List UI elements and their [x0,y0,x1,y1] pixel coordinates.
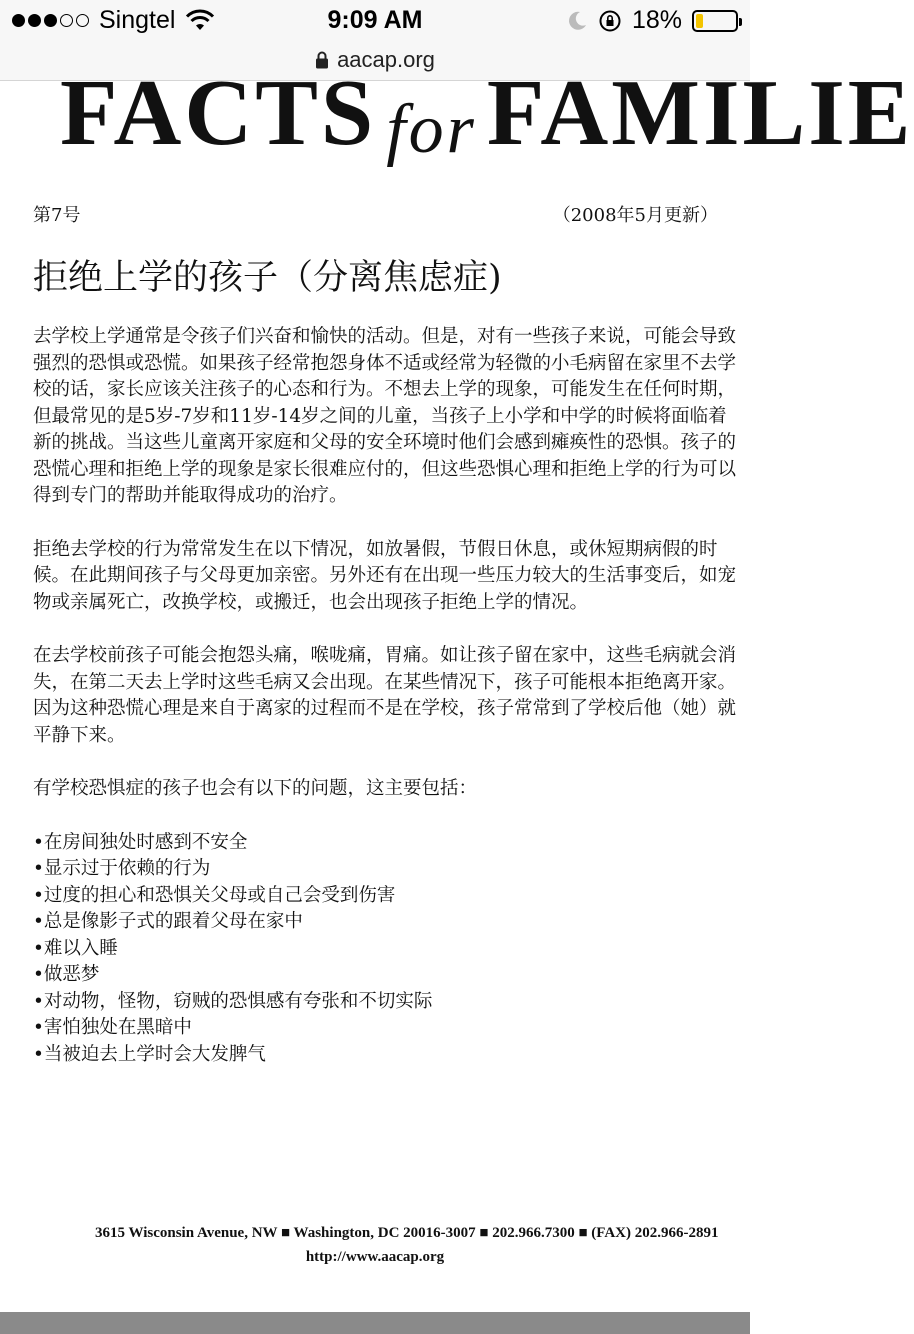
list-item: •做恶梦 [33,964,100,985]
updated-date: （2008年5月更新） [552,205,718,226]
list-item: •难以入睡 [33,937,118,959]
battery-cap [739,18,742,26]
rotation-lock-icon [598,9,622,33]
list-item: •过度的担心和恐惧关父母或自己会受到伤害 [33,884,396,906]
status-bar [0,0,750,40]
paragraph-intro: 去学校上学通常是令孩子们兴奋和愉快的活动。但是，对有一些孩子来说，可能会导致强烈的恐惧或恐慌。如果孩子经常抱怨身体不适或经常为轻微的小毛病留在家里不去学校的话，家长应该关注孩子的心态和行为。不想去上学的现象，可能发生在任何时期，但最常见的是5岁-7岁和11岁-14岁之间的儿童，当孩子上小学和中学的时候将面临着新的挑战。当这些儿童离开家庭和父母的安全环境时他们会感到瘫痪性的恐惧。孩子的恐慌心理和拒绝上学的现象是家长很难应付的，但这些恐惧心理和拒绝上学的行为可以得到专门的帮助并能取得成功的治疗。 [33,326,737,506]
bottom-toolbar [0,1312,750,1334]
status-time: 9:09 AM [327,6,423,34]
masthead-for: for [386,91,477,168]
problems-list [33,830,738,1069]
list-item: •对动物，怪物，窃贼的恐惧感有夸张和不切实际 [33,990,433,1012]
do-not-disturb-moon-icon [566,10,588,32]
list-item: •在房间独处时感到不安全 [33,831,248,853]
page-title: 拒绝上学的孩子（分离焦虑症) [33,258,502,298]
status-right [566,6,738,35]
footer-url: http://www.aacap.org [305,1249,445,1265]
list-item: •显示过于依赖的行为 [33,858,211,879]
paragraph-symptoms: 在去学校前孩子可能会抱怨头痛，喉咙痛，胃痛。如让孩子留在家中，这些毛病就会消失，在第二天去上学时这些毛病又会出现。在某些情况下，孩子可能根本拒绝离开家。因为这种恐慌心理是来自于离家的过程而不是在学校，孩子常常到了学校后他（她）就平静下来。 [33,645,737,746]
masthead-facts: FACTS [60,61,377,165]
carrier-name: Singtel [99,6,176,34]
issue-number: 第7号 [33,205,81,226]
article-body [33,324,738,1068]
battery-icon [692,10,738,32]
paragraph-triggers: 拒绝去学校的行为常常发生在以下情况，如放暑假，节假日休息，或休短期病假的时候。在此期间孩子与父母更加亲密。另外还有在出现一些压力较大的生活事变后，如宠物或亲属死亡，改换学校，或搬迁，也会出现孩子拒绝上学的情况。 [33,538,737,613]
masthead-families: FAMILIE [486,61,914,165]
list-item: •当被迫去上学时会大发脾气 [33,1043,266,1065]
masthead-logo [60,61,914,168]
paragraph-problems-intro: 有学校恐惧症的孩子也会有以下的问题，这主要包括： [33,778,478,799]
footer-address: 3615 Wisconsin Avenue, NW ■ Washington, DC 20016-3007 ■ 202.966.7300 ■ (FAX) 202.966-2891 [95,1225,719,1241]
url-domain[interactable]: aacap.org [337,47,435,72]
battery-percent: 18% [631,6,682,34]
list-item: •总是像影子式的跟着父母在家中 [33,911,303,932]
battery-fill [696,14,703,28]
list-item: •害怕独处在黑暗中 [33,1017,192,1038]
